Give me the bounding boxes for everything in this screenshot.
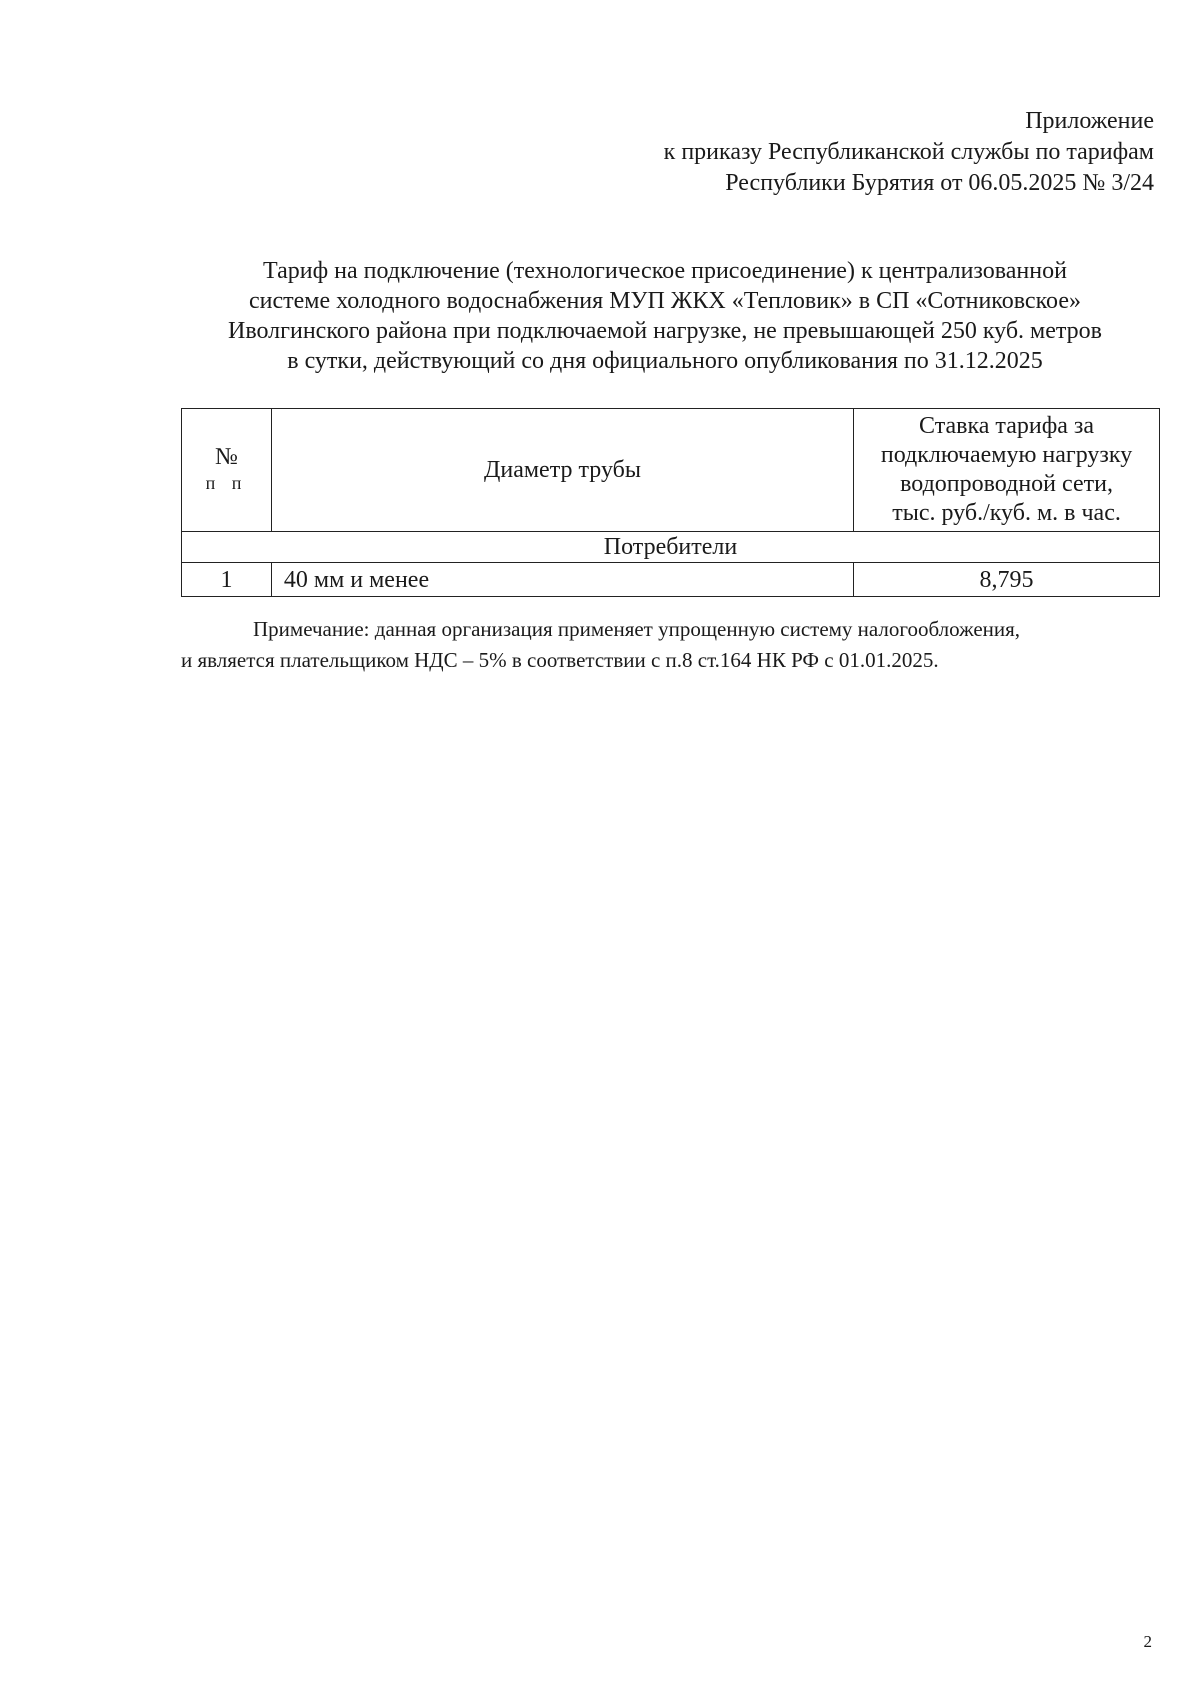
tariff-table: [181, 408, 1160, 597]
appendix-line: к приказу Республиканской службы по тарифам: [663, 139, 1154, 165]
title-line: Тариф на подключение (технологическое присоединение) к централизованной: [263, 258, 1067, 284]
title-line: Иволгинского района при подключаемой нагрузке, не превышающей 250 куб. метров: [227, 318, 1102, 344]
header-rate-line: тыс. руб./куб. м. в час.: [892, 500, 1121, 526]
header-number-sub: п п: [205, 473, 248, 493]
document-title: [170, 256, 1160, 376]
note-line: Примечание: данная организация применяет упрощенную систему налогообложения,: [253, 617, 1021, 641]
appendix-line: Республики Бурятия от 06.05.2025 № 3/24: [725, 170, 1154, 196]
header-number-sign: №: [214, 444, 238, 470]
header-rate-line: Ставка тарифа за: [919, 413, 1095, 439]
row-rate: 8,795: [854, 563, 1160, 597]
header-number: [182, 409, 272, 532]
header-rate-line: водопроводной сети,: [900, 471, 1113, 497]
tax-note: [181, 614, 1161, 676]
note-line: и является плательщиком НДС – 5% в соответствии с п.8 ст.164 НК РФ с 01.01.2025.: [181, 648, 939, 672]
group-label-consumers: Потребители: [182, 532, 1160, 563]
header-rate: [854, 409, 1160, 532]
page-number: 2: [1143, 1632, 1152, 1651]
title-line: в сутки, действующий со дня официального опубликования по 31.12.2025: [287, 348, 1043, 374]
table-group-row: [182, 532, 1160, 563]
appendix-line: Приложение: [1025, 108, 1154, 134]
header-rate-line: подключаемую нагрузку: [880, 442, 1133, 468]
appendix-reference: [454, 106, 1154, 199]
title-line: системе холодного водоснабжения МУП ЖКХ «Тепловик» в СП «Сотниковское»: [249, 288, 1081, 314]
header-diameter: Диаметр трубы: [271, 409, 853, 532]
table-header-row: [182, 409, 1160, 532]
row-number: 1: [182, 563, 272, 597]
row-diameter: 40 мм и менее: [271, 563, 853, 597]
table-row: [182, 563, 1160, 597]
